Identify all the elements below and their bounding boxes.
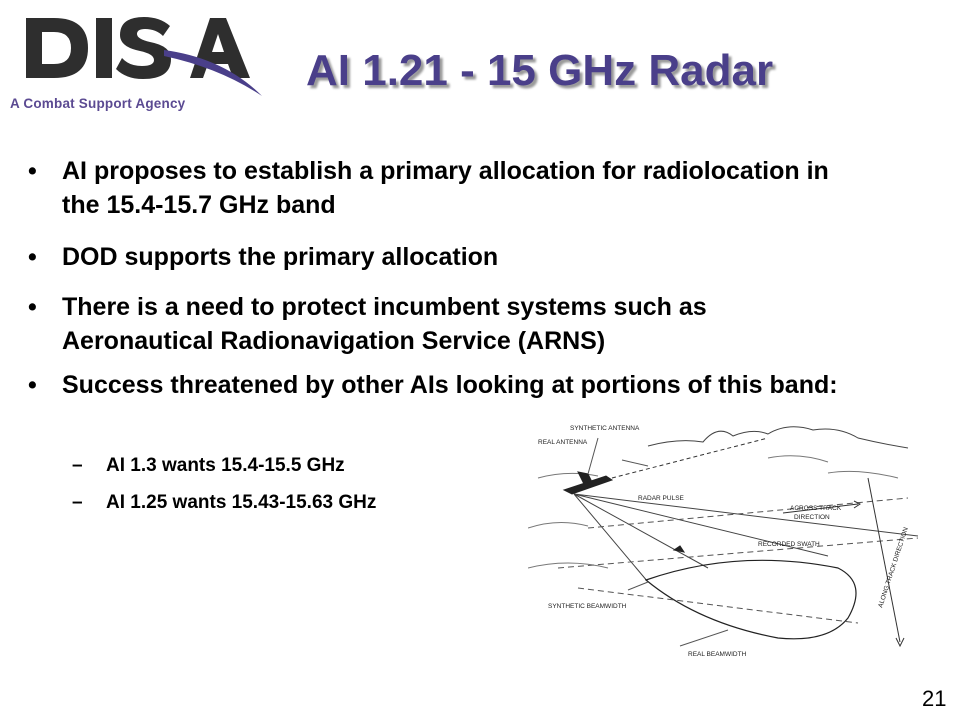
label-real-beamwidth: REAL BEAMWIDTH [688,651,747,658]
beam-footprint [646,560,856,639]
label-synthetic-beamwidth: SYNTHETIC BEAMWIDTH [548,603,627,610]
label-across-track-2: DIRECTION [794,514,830,521]
terrain-lines [528,456,898,568]
sar-diagram-graphic [528,418,928,668]
flight-path [612,438,768,478]
sub-bullet-dash: – [72,492,83,513]
bullet-text: There is a need to protect incumbent systems such as Aeronautical Radionavigation Service (ARNS) [62,293,707,355]
sar-diagram [528,418,928,668]
logo-letter-s [116,17,171,79]
sub-bullet-dash: – [72,455,83,476]
bullet-text: DOD supports the primary allocation [62,243,499,271]
label-real-antenna: REAL ANTENNA [538,439,588,446]
bullet-dot: • [28,293,37,321]
label-along-track: ALONG TRACK DIRECTION [877,526,910,609]
bullet-dot: • [28,157,37,185]
bullet-dot: • [28,371,37,399]
logo-tagline: A Combat Support Agency [10,96,186,111]
page-number: 21 [922,686,947,711]
bullet-dot: • [28,243,37,271]
bullet-text: AI proposes to establish a primary allocation for radiolocation in the 15.4-15.7 GHz band [62,157,829,219]
bullet-text: Success threatened by other AIs looking at portions of this band: [62,371,838,399]
disa-logo-graphic [14,6,264,106]
logo-letter-d [26,18,88,78]
sub-bullet-text: AI 1.3 wants 15.4-15.5 GHz [106,455,345,476]
sub-bullet-text: AI 1.25 wants 15.43-15.63 GHz [106,492,377,513]
label-radar-pulse: RADAR PULSE [638,495,684,502]
logo-letter-i [96,18,112,78]
label-across-track-1: ACROSS TRACK [790,505,842,512]
label-recorded-swath: RECORDED SWATH [758,541,820,548]
slide-title: AI 1.21 - 15 GHz Radar [306,46,774,95]
label-synthetic-antenna: SYNTHETIC ANTENNA [570,425,640,432]
terrain-ridge [648,427,908,448]
